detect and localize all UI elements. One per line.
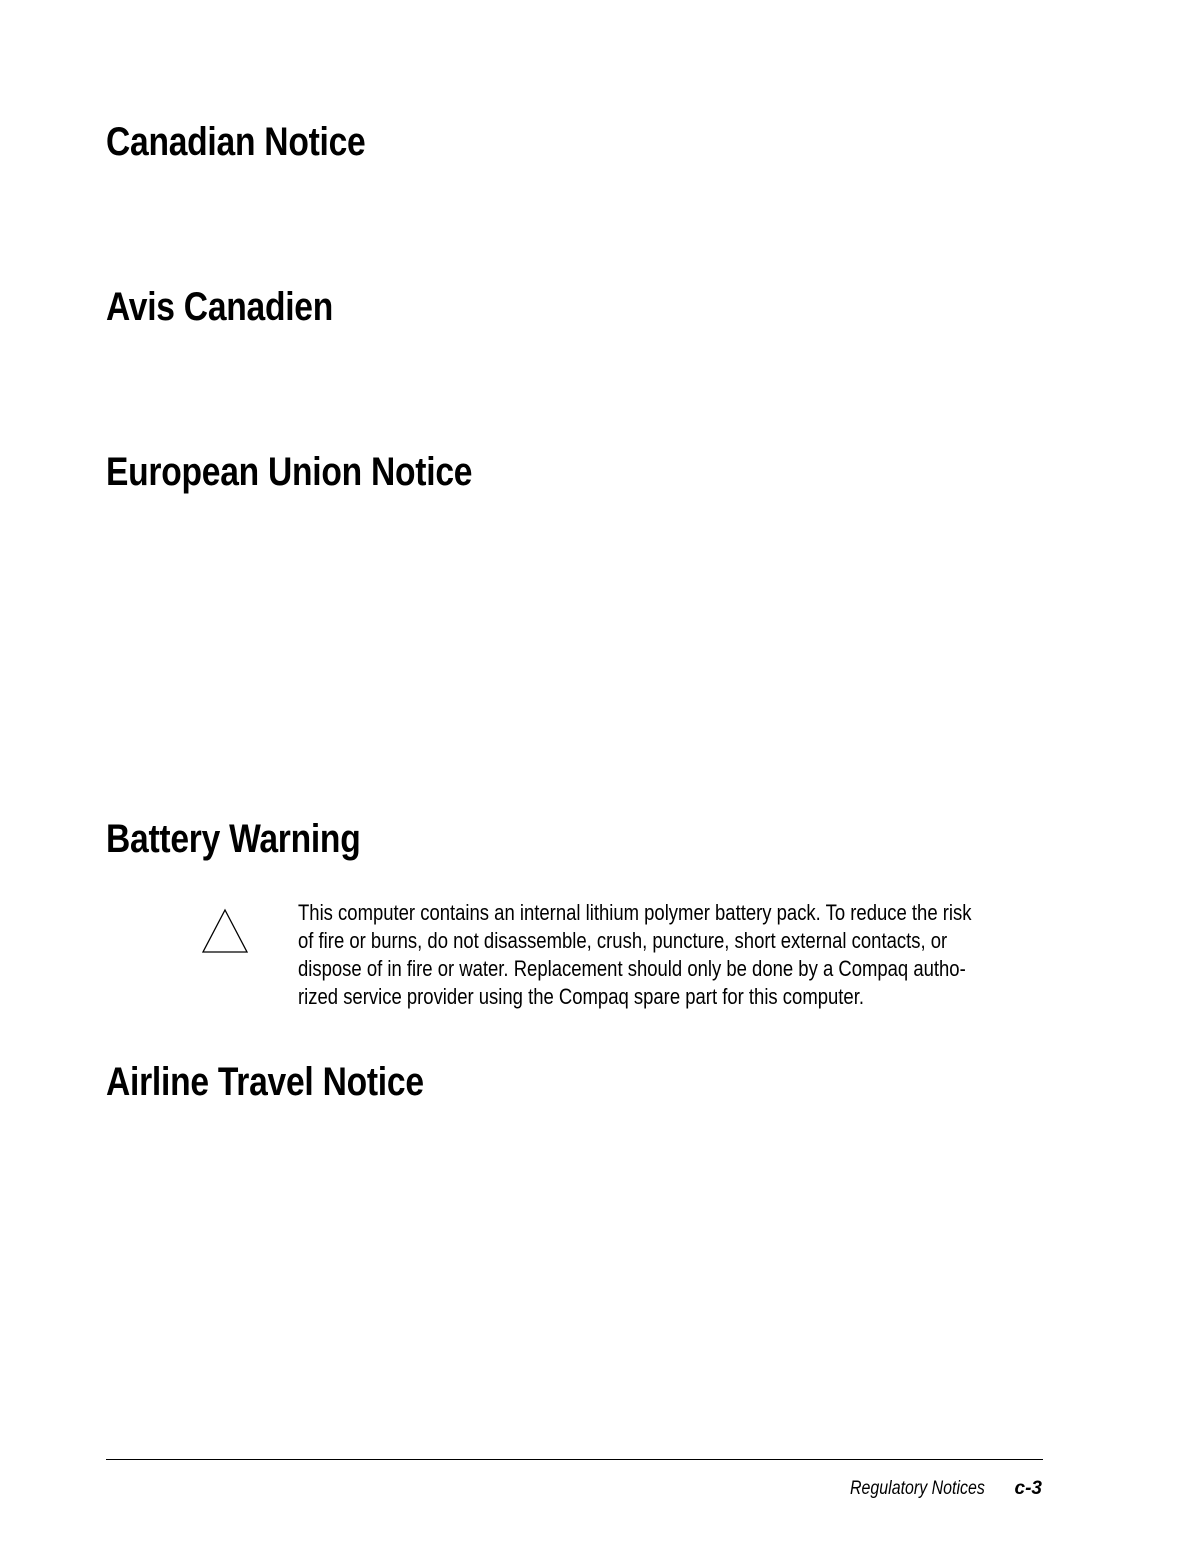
footer-page-number: c-3 <box>1014 1478 1042 1499</box>
warning-line: dispose of in fire or water. Replacement should only be done by a Compaq autho- <box>298 956 966 981</box>
footer-divider <box>106 1459 1043 1460</box>
heading-canadian-notice: Canadian Notice <box>106 120 366 164</box>
battery-warning-text <box>298 899 1037 1011</box>
heading-european-union-notice: European Union Notice <box>106 450 473 494</box>
heading-avis-canadien: Avis Canadien <box>106 285 334 329</box>
heading-airline-travel-notice: Airline Travel Notice <box>106 1060 424 1104</box>
warning-line: This computer contains an internal lithium polymer battery pack. To reduce the risk <box>298 900 972 925</box>
warning-line: of fire or burns, do not disassemble, crush, puncture, short external contacts, or <box>298 928 948 953</box>
footer-section-title: Regulatory Notices <box>850 1478 985 1499</box>
heading-battery-warning: Battery Warning <box>106 817 361 861</box>
warning-line: rized service provider using the Compaq spare part for this computer. <box>298 984 864 1009</box>
caution-triangle-icon <box>201 908 249 954</box>
